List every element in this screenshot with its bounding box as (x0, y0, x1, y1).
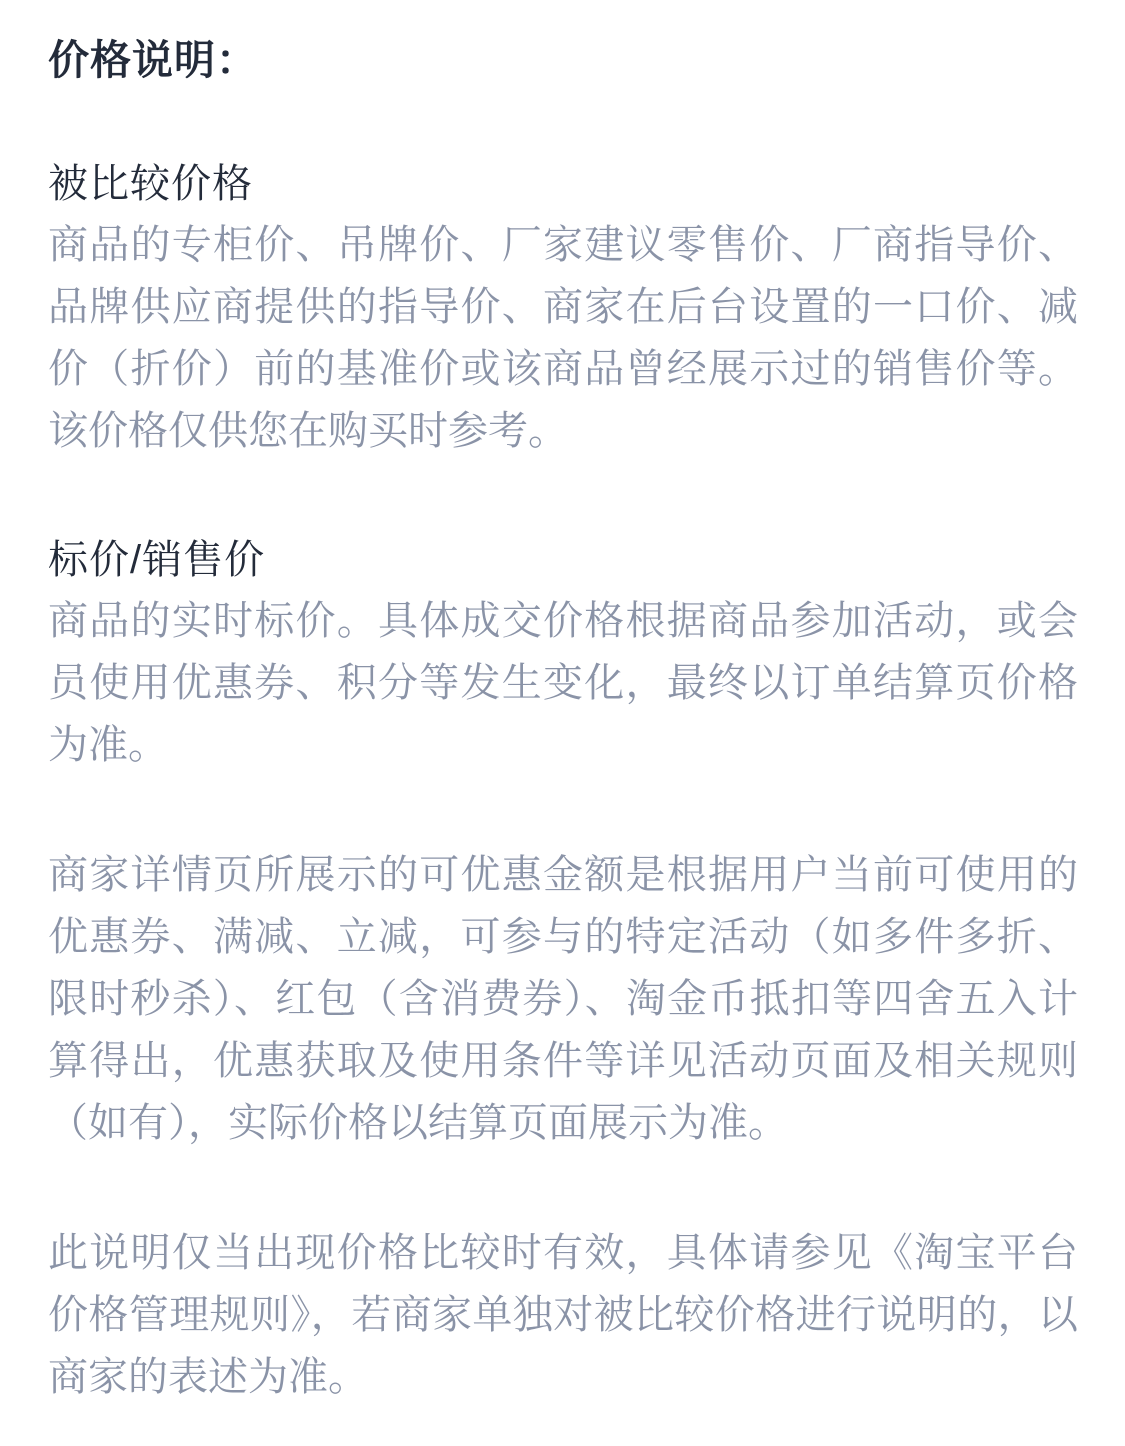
section-compared-price (48, 154, 1078, 462)
page-title: 价格说明： (48, 37, 258, 83)
section-body-validity-note: 此说明仅当出现价格比较时有效，具体请参见《淘宝平台价格管理规则》，若商家单独对被比较价格进行说明的，以商家的表述为准。 (48, 1231, 1078, 1399)
section-heading-compared-price: 被比较价格 (48, 162, 253, 206)
section-heading-listed-sale-price: 标价/销售价 (48, 538, 266, 582)
section-body-discount-amount-note: 商家详情页所展示的可优惠金额是根据用户当前可使用的优惠券、满减、立减，可参与的特定活动（如多件多折、限时秒杀）、红包（含消费券）、淘金币抵扣等四舍五入计算得出，优惠获取及使用条件等详见活动页面及相关规则（如有），实际价格以结算页面展示为准。 (48, 853, 1078, 1145)
section-body-compared-price: 商品的专柜价、吊牌价、厂家建议零售价、厂商指导价、品牌供应商提供的指导价、商家在后台设置的一口价、减价（折价）前的基准价或该商品曾经展示过的销售价等。该价格仅供您在购买时参考。 (48, 223, 1078, 453)
section-discount-amount-note (48, 844, 1078, 1154)
section-body-listed-sale-price: 商品的实时标价。具体成交价格根据商品参加活动，或会员使用优惠券、积分等发生变化，最终以订单结算页价格为准。 (48, 599, 1078, 767)
section-validity-note (48, 1222, 1078, 1408)
section-listed-sale-price (48, 530, 1078, 776)
